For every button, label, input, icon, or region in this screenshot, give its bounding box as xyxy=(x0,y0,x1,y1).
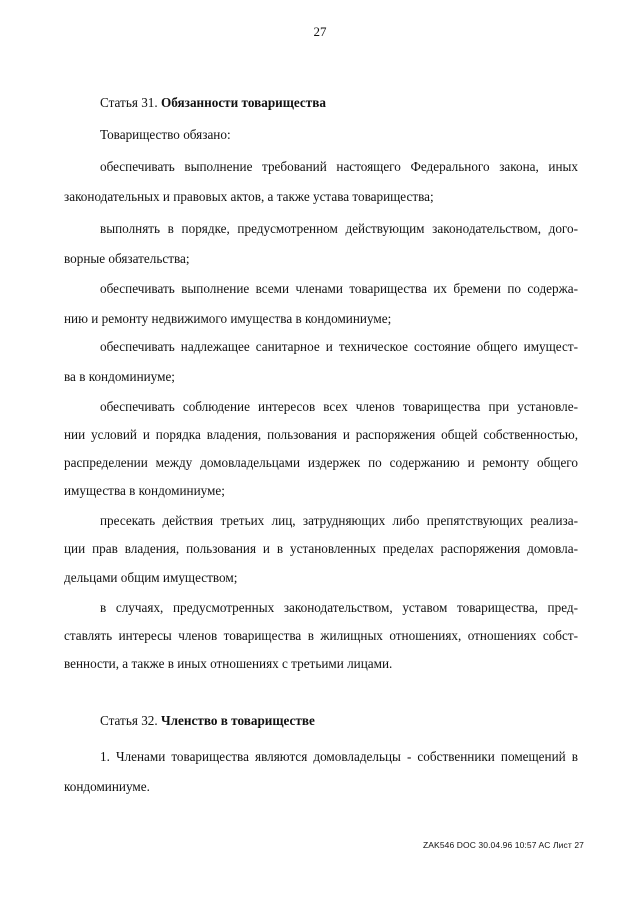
article-32-label: Статья 32. xyxy=(100,713,158,728)
article-31-title: Обязанности товарищества xyxy=(160,95,326,110)
text-line: нию и ремонту недвижимого имущества в кондоминиуме; xyxy=(64,311,392,326)
text-line: 1. Членами товарищества являются домовладельцы - собственники помещений в xyxy=(100,749,578,764)
text-line: ции прав владения, пользования и в установленных пределах распоряжения домовла- xyxy=(64,541,578,556)
text-line: обеспечивать надлежащее санитарное и техническое состояние общего имущест- xyxy=(100,339,578,354)
text-line: выполнять в порядке, предусмотренном действующим законодательством, дого- xyxy=(100,221,578,236)
text-line: распределении между домовладельцами издержек по содержанию и ремонту общего xyxy=(64,455,578,470)
text-line: нии условий и порядка владения, пользования и распоряжения общей собственностью, xyxy=(64,427,578,442)
text-line: кондоминиуме. xyxy=(64,779,150,794)
text-line: венности, а также в иных отношениях с третьими лицами. xyxy=(64,656,393,671)
article-31-intro: Товарищество обязано: xyxy=(100,127,231,142)
text-line: обеспечивать выполнение требований настоящего Федерального закона, иных xyxy=(100,159,578,174)
page-number: 27 xyxy=(313,24,327,39)
article-32-heading xyxy=(100,713,315,729)
text-line: ворные обязательства; xyxy=(64,251,190,266)
text-line: в случаях, предусмотренных законодательством, уставом товарищества, пред- xyxy=(100,600,578,615)
text-line: ва в кондоминиуме; xyxy=(64,369,175,384)
document-footer: ZAK546 DOC 30.04.96 10:57 AC Лист 27 xyxy=(423,840,584,850)
text-line: обеспечивать выполнение всеми членами товарищества их бремени по содержа- xyxy=(100,281,578,296)
text-line: имущества в кондоминиуме; xyxy=(64,483,225,498)
text-line: законодательных и правовых актов, а также устава товарищества; xyxy=(64,189,434,204)
text-line: пресекать действия третьих лиц, затрудняющих либо препятствующих реализа- xyxy=(100,513,578,528)
article-31-heading xyxy=(100,95,326,111)
text-line: обеспечивать соблюдение интересов всех членов товарищества при установле- xyxy=(100,399,578,414)
article-31-label: Статья 31. xyxy=(100,95,158,110)
text-line: дельцами общим имуществом; xyxy=(64,570,238,585)
text-line: ставлять интересы членов товарищества в жилищных отношениях, отношениях собст- xyxy=(64,628,578,643)
article-32-title: Членство в товариществе xyxy=(160,713,315,728)
